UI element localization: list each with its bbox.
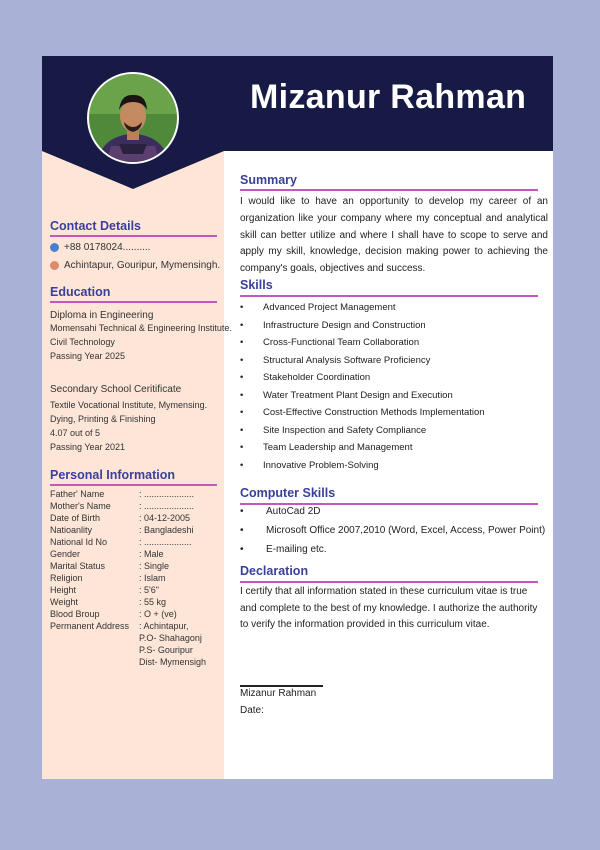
computer-skill-text: Microsoft Office 2007,2010 (Word, Excel, Access, Power Point) xyxy=(266,525,546,536)
skill-text: Structural Analysis Software Proficiency xyxy=(263,354,431,366)
computer-skill-item xyxy=(240,525,545,536)
edu1-line: Momensahi Technical & Engineering Institute. xyxy=(50,323,232,333)
skill-item xyxy=(240,355,430,366)
skill-item xyxy=(240,302,396,313)
personal-value: : Male xyxy=(139,549,164,559)
skill-item xyxy=(240,442,412,453)
skill-item xyxy=(240,320,426,331)
contact-rule xyxy=(50,235,217,237)
computer-skills-heading: Computer Skills xyxy=(240,486,336,500)
bullet: • xyxy=(240,506,244,517)
summary-heading: Summary xyxy=(240,173,297,187)
bullet: • xyxy=(240,372,244,383)
computer-skill-item xyxy=(240,544,327,555)
edu2-line: Dying, Printing & Finishing xyxy=(50,414,156,424)
computer-skill-text: E-mailing etc. xyxy=(266,544,327,555)
signature-line xyxy=(240,685,323,687)
personal-value: : Single xyxy=(139,561,170,571)
contact-phone xyxy=(50,242,150,253)
declaration-rule xyxy=(240,581,538,583)
phone-icon xyxy=(50,243,59,252)
edu1-line: Civil Technology xyxy=(50,337,115,347)
edu2-line: 4.07 out of 5 xyxy=(50,428,101,438)
personal-value: : ................... xyxy=(139,537,192,547)
skills-rule xyxy=(240,295,538,297)
personal-value: : Islam xyxy=(139,573,166,583)
location-icon xyxy=(50,261,59,270)
date-label: Date: xyxy=(240,705,264,716)
skill-item xyxy=(240,372,370,383)
candidate-name: Mizanur Rahman xyxy=(250,78,527,116)
skill-text: Advanced Project Management xyxy=(263,302,396,313)
personal-value: : .................... xyxy=(139,501,195,511)
personal-label: Marital Status xyxy=(50,561,106,571)
declaration-text: I certify that all information stated in these curriculum vitae is true and complete to the best of my knowledge. I authorize the authority to verify the information provided in this curriculum vitae. xyxy=(240,586,538,630)
bullet: • xyxy=(240,302,244,313)
bullet: • xyxy=(240,424,244,436)
personal-label: Height xyxy=(50,585,77,595)
personal-label: Gender xyxy=(50,549,81,559)
skill-item xyxy=(240,337,419,348)
skill-item xyxy=(240,460,379,471)
contact-heading: Contact Details xyxy=(50,219,141,233)
personal-rule xyxy=(50,484,217,486)
skill-item xyxy=(240,407,485,418)
summary-text: I would like to have an opportunity to develop my career of an organization like your company where my conceptual and analytical skill can better utilize and where I shall have to scope to serve and apply my skill, knowledge, decision making power to achieving the company's goals, objectives and success. xyxy=(240,196,548,275)
skill-text: Cross-Functional Team Collaboration xyxy=(263,337,420,348)
personal-value: : Bangladeshi xyxy=(139,525,194,535)
personal-value: : 55 kg xyxy=(139,597,167,607)
skill-text: Water Treatment Plant Design and Execution xyxy=(263,389,453,401)
edu1-degree: Diploma in Engineering xyxy=(50,310,154,321)
personal-heading: Personal Information xyxy=(50,468,176,482)
personal-value: : .................... xyxy=(139,489,195,499)
computer-skill-text: AutoCad 2D xyxy=(266,506,321,517)
personal-label: Natioanlity xyxy=(50,525,93,535)
education-rule xyxy=(50,301,217,303)
personal-value: : Achintapur, xyxy=(139,621,189,631)
computer-skill-item xyxy=(240,506,320,517)
personal-label: Blood Broup xyxy=(50,609,100,619)
edu2-line: Textile Vocational Institute, Mymensing. xyxy=(50,400,208,410)
skill-text: Stakeholder Coordination xyxy=(263,372,371,383)
bullet: • xyxy=(240,354,244,366)
address-text: Achintapur, Gouripur, Mymensingh. xyxy=(64,260,221,271)
skill-text: Cost-Effective Construction Methods Implementation xyxy=(263,407,485,418)
personal-value: P.O- Shahagonj xyxy=(139,633,202,643)
personal-value: : O + (ve) xyxy=(139,609,177,619)
phone-text: +88 0178024.......... xyxy=(64,242,151,253)
profile-photo xyxy=(87,72,179,164)
skills-heading: Skills xyxy=(240,278,273,292)
bullet: • xyxy=(240,544,244,555)
skill-item xyxy=(240,390,453,401)
personal-value: : 5'6" xyxy=(139,585,159,595)
skill-text: Innovative Problem-Solving xyxy=(263,459,379,471)
skill-item xyxy=(240,425,426,436)
contact-address xyxy=(50,260,220,271)
personal-value: P.S- Gouripur xyxy=(139,645,193,655)
summary-rule xyxy=(240,189,538,191)
education-heading: Education xyxy=(50,285,111,299)
bullet: • xyxy=(240,319,244,331)
personal-label: Mother's Name xyxy=(50,501,111,511)
edu2-degree: Secondary School Ceritificate xyxy=(50,384,182,395)
personal-label: Permanent Address xyxy=(50,621,130,631)
bullet: • xyxy=(240,459,244,471)
bullet: • xyxy=(240,525,244,536)
personal-label: Date of Birth xyxy=(50,513,101,523)
bullet: • xyxy=(240,407,244,418)
bullet: • xyxy=(240,389,244,401)
edu1-line: Passing Year 2025 xyxy=(50,351,126,361)
edu2-line: Passing Year 2021 xyxy=(50,442,126,452)
bullet: • xyxy=(240,337,244,348)
bullet: • xyxy=(240,442,244,453)
skill-text: Site Inspection and Safety Compliance xyxy=(263,424,427,436)
signature-name: Mizanur Rahman xyxy=(240,688,317,699)
personal-value: Dist- Mymensigh xyxy=(139,657,207,667)
personal-label: National Id No xyxy=(50,537,108,547)
personal-label: Weight xyxy=(50,597,78,607)
personal-label: Religion xyxy=(50,573,83,583)
personal-value: : 04-12-2005 xyxy=(139,513,191,523)
resume-page xyxy=(42,56,553,779)
personal-label: Father' Name xyxy=(50,489,105,499)
skill-text: Team Leadership and Management xyxy=(263,442,413,453)
computer-skills-rule xyxy=(240,503,538,505)
declaration-heading: Declaration xyxy=(240,564,309,578)
profile-photo-illustration xyxy=(89,74,177,162)
skill-text: Infrastructure Design and Construction xyxy=(263,319,426,331)
